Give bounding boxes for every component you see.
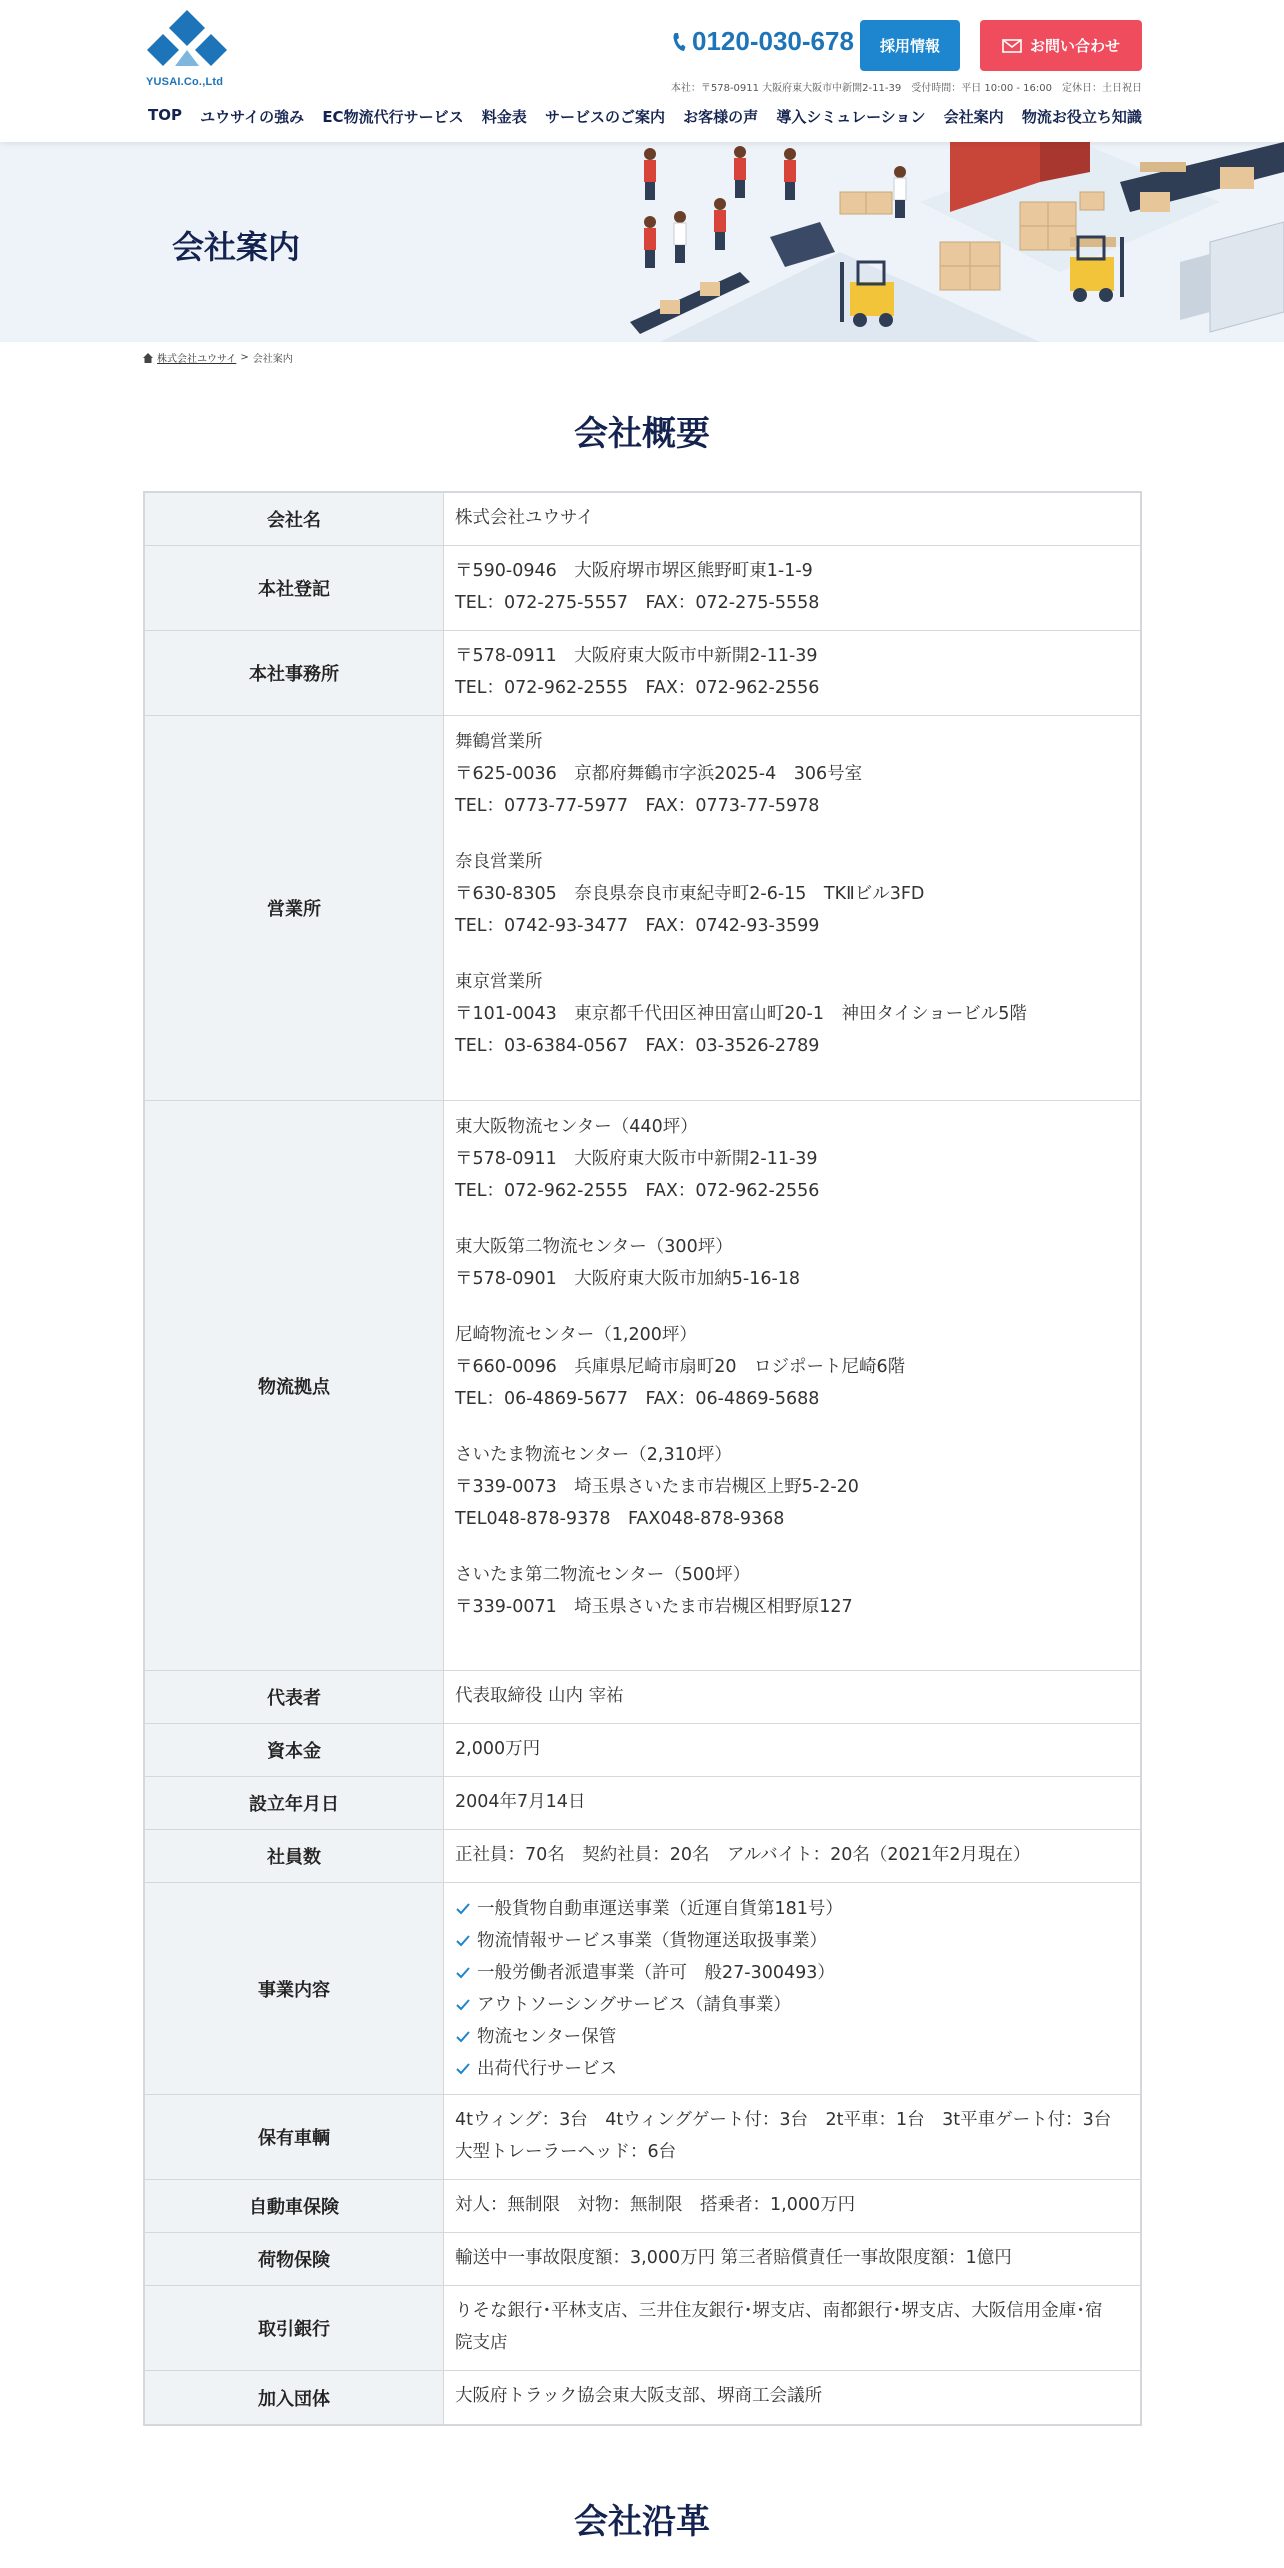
business-item — [455, 1957, 1129, 1989]
table-row — [145, 1830, 1140, 1883]
warehouse-illustration — [620, 142, 1284, 342]
nav-knowledge[interactable]: 物流お役立ち知識 — [1021, 108, 1142, 126]
row-value — [444, 546, 1140, 630]
overview-heading: 会社概要 — [574, 414, 710, 454]
site-header — [0, 0, 1284, 142]
history-heading: 会社沿革 — [574, 2502, 710, 2542]
row-value — [444, 2180, 1140, 2232]
row-label: 代表者 — [145, 1671, 444, 1723]
row-label: 会社名 — [145, 493, 444, 545]
center-higashiosaka — [455, 1111, 1129, 1207]
business-item-text: 一般労働者派遣事業（許可 般27-300493） — [477, 1963, 835, 1983]
row-value — [444, 2371, 1140, 2424]
check-icon — [455, 1965, 471, 1981]
branch-nara — [455, 846, 1129, 942]
vehicles-line: 大型トレーラーヘッド：6台 — [455, 2142, 677, 2162]
center-name: 東大阪第二物流センター（300坪） — [455, 1237, 733, 1257]
center-address: 〒339-0071 埼玉県さいたま市岩槻区相野原127 — [455, 1597, 853, 1617]
breadcrumb-home[interactable]: 株式会社ユウサイ — [157, 354, 237, 365]
page-title: 会社案内 — [172, 228, 301, 266]
nav-pricing[interactable]: 料金表 — [481, 108, 527, 126]
recruit-button[interactable]: 採用情報 — [860, 20, 960, 71]
associations-value: 大阪府トラック協会東大阪支部、堺商工会議所 — [455, 2386, 823, 2406]
row-label: 自動車保険 — [145, 2180, 444, 2232]
branch-tel: TEL：0773-77-5977 FAX：0773-77-5978 — [455, 796, 820, 816]
center-tel: TEL048-878-9378 FAX048-878-9368 — [455, 1509, 785, 1529]
row-value — [444, 631, 1140, 715]
business-item-text: 物流センター保管 — [477, 2027, 617, 2047]
check-icon — [455, 1901, 471, 1917]
row-label: 設立年月日 — [145, 1777, 444, 1829]
company-overview-table — [143, 491, 1142, 2426]
table-row — [145, 1883, 1140, 2095]
nav-ec-logistics[interactable]: EC物流代行サービス — [322, 108, 464, 126]
row-value — [444, 1883, 1140, 2094]
business-item-text: 物流情報サービス事業（貨物運送取扱事業） — [477, 1931, 827, 1951]
founded-value: 2004年7月14日 — [455, 1792, 586, 1812]
branch-maizuru — [455, 726, 1129, 822]
center-address: 〒578-0901 大阪府東大阪市加納5-16-18 — [455, 1269, 801, 1289]
office-address: 〒578-0911 大阪府東大阪市中新開2-11-39 — [455, 646, 818, 666]
row-value — [444, 2286, 1140, 2370]
table-row — [145, 2286, 1140, 2371]
capital-value: 2,000万円 — [455, 1739, 541, 1759]
mail-icon — [1002, 39, 1022, 53]
employees-value: 正社員：70名 契約社員：20名 アルバイト：20名（2021年2月現在） — [455, 1845, 1031, 1865]
table-row — [145, 2180, 1140, 2233]
phone-text: 0120-030-678 — [692, 26, 854, 56]
row-label: 本社登記 — [145, 546, 444, 630]
nav-services[interactable]: サービスのご案内 — [544, 108, 665, 126]
check-icon — [455, 2061, 471, 2077]
center-name: さいたま物流センター（2,310坪） — [455, 1445, 732, 1465]
table-row — [145, 546, 1140, 631]
nav-company[interactable]: 会社案内 — [943, 108, 1004, 126]
row-label: 事業内容 — [145, 1883, 444, 2094]
phone-number[interactable] — [672, 26, 854, 57]
branch-tel: TEL：0742-93-3477 FAX：0742-93-3599 — [455, 916, 820, 936]
row-label: 営業所 — [145, 716, 444, 1100]
branch-name: 東京営業所 — [455, 972, 543, 992]
branch-tel: TEL：03-6384-0567 FAX：03-3526-2789 — [455, 1036, 820, 1056]
vehicles-line: 4tウィング：3台 4tウィングゲート付：3台 2t平車：1台 3t平車ゲート付：3台 — [455, 2110, 1112, 2130]
center-amagasaki — [455, 1319, 1129, 1415]
center-saitama-2 — [455, 1559, 1129, 1623]
breadcrumb-separator: > — [240, 352, 249, 363]
page-hero — [0, 142, 1284, 342]
row-label: 取引銀行 — [145, 2286, 444, 2370]
breadcrumb — [143, 350, 293, 365]
center-tel: TEL：072-962-2555 FAX：072-962-2556 — [455, 1181, 820, 1201]
table-row — [145, 1724, 1140, 1777]
business-item — [455, 1893, 1129, 1925]
nav-simulation[interactable]: 導入シミュレーション — [776, 108, 926, 126]
business-item-text: 一般貨物自動車運送事業（近運自貨第181号） — [477, 1899, 843, 1919]
branch-tokyo — [455, 966, 1129, 1062]
table-row — [145, 2371, 1140, 2424]
phone-icon — [672, 32, 686, 52]
logo-diamond-icon — [143, 8, 231, 78]
registered-tel: TEL：072-275-5557 FAX：072-275-5558 — [455, 593, 820, 613]
logo-text: YUSAI.Co.,Ltd — [146, 76, 224, 88]
center-saitama — [455, 1439, 1129, 1535]
row-label: 加入団体 — [145, 2371, 444, 2424]
row-label: 社員数 — [145, 1830, 444, 1882]
row-label: 本社事務所 — [145, 631, 444, 715]
row-value — [444, 716, 1140, 1100]
contact-label: お問い合わせ — [1029, 37, 1120, 55]
row-value — [444, 493, 1140, 545]
branch-address: 〒101-0043 東京都千代田区神田富山町20-1 神田タイショービル5階 — [455, 1004, 1027, 1024]
header-info: 本社：〒578-0911 大阪府東大阪市中新開2-11-39 受付時間：平日 10:00 - 16:00 定休日：土日祝日 — [670, 83, 1142, 94]
nav-top[interactable]: TOP — [148, 106, 182, 124]
row-value — [444, 1830, 1140, 1882]
check-icon — [455, 1997, 471, 2013]
row-value — [444, 1724, 1140, 1776]
business-item-text: アウトソーシングサービス（請負事業） — [477, 1995, 791, 2015]
check-icon — [455, 2029, 471, 2045]
center-address: 〒660-0096 兵庫県尼崎市扇町20 ロジポート尼崎6階 — [455, 1357, 906, 1377]
table-row — [145, 2233, 1140, 2286]
home-icon — [143, 353, 153, 363]
office-tel: TEL：072-962-2555 FAX：072-962-2556 — [455, 678, 820, 698]
branch-name: 奈良営業所 — [455, 852, 543, 872]
center-address: 〒339-0073 埼玉県さいたま市岩槻区上野5-2-20 — [455, 1477, 859, 1497]
business-item-text: 出荷代行サービス — [477, 2059, 617, 2079]
table-row — [145, 2095, 1140, 2180]
company-name-value: 株式会社ユウサイ — [455, 508, 594, 528]
row-value — [444, 1777, 1140, 1829]
business-item — [455, 2053, 1129, 2085]
row-label: 資本金 — [145, 1724, 444, 1776]
contact-button[interactable] — [980, 20, 1142, 71]
nav-testimonials[interactable]: お客様の声 — [683, 108, 759, 126]
table-row — [145, 1671, 1140, 1724]
table-row — [145, 716, 1140, 1101]
banks-line: りそな銀行･平林支店、三井住友銀行･堺支店、南都銀行･堺支店、大阪信用金庫･宿 — [455, 2301, 1103, 2321]
business-item — [455, 1925, 1129, 1957]
row-label: 物流拠点 — [145, 1101, 444, 1670]
business-item — [455, 2021, 1129, 2053]
breadcrumb-current: 会社案内 — [252, 354, 293, 365]
row-label: 保有車輌 — [145, 2095, 444, 2179]
registered-address: 〒590-0946 大阪府堺市堺区熊野町東1-1-9 — [455, 561, 813, 581]
row-value — [444, 1671, 1140, 1723]
business-item — [455, 1989, 1129, 2021]
table-row — [145, 1101, 1140, 1671]
representative-value: 代表取締役 山内 宰祐 — [455, 1686, 624, 1706]
row-label: 荷物保険 — [145, 2233, 444, 2285]
branch-address: 〒625-0036 京都府舞鶴市字浜2025-4 306号室 — [455, 764, 863, 784]
table-row — [145, 631, 1140, 716]
branch-name: 舞鶴営業所 — [455, 732, 543, 752]
check-icon — [455, 1933, 471, 1949]
nav-strengths[interactable]: ユウサイの強み — [200, 108, 305, 126]
row-value — [444, 2095, 1140, 2179]
center-tel: TEL：06-4869-5677 FAX：06-4869-5688 — [455, 1389, 820, 1409]
center-name: 尼崎物流センター（1,200坪） — [455, 1325, 697, 1345]
main-nav — [148, 106, 1142, 127]
cargo-insurance-value: 輸送中一事故限度額：3,000万円 第三者賠償責任一事故限度額：1億円 — [455, 2248, 1012, 2268]
center-higashiosaka-2 — [455, 1231, 1129, 1295]
branch-address: 〒630-8305 奈良県奈良市東紀寺町2-6-15 TKⅡビル3FD — [455, 884, 925, 904]
row-value — [444, 2233, 1140, 2285]
center-address: 〒578-0911 大阪府東大阪市中新開2-11-39 — [455, 1149, 818, 1169]
auto-insurance-value: 対人：無制限 対物：無制限 搭乗者：1,000万円 — [455, 2195, 856, 2215]
table-row — [145, 1777, 1140, 1830]
row-value — [444, 1101, 1140, 1670]
center-name: 東大阪物流センター（440坪） — [455, 1117, 698, 1137]
banks-line: 院支店 — [455, 2333, 508, 2353]
table-row — [145, 493, 1140, 546]
center-name: さいたま第二物流センター（500坪） — [455, 1565, 751, 1585]
